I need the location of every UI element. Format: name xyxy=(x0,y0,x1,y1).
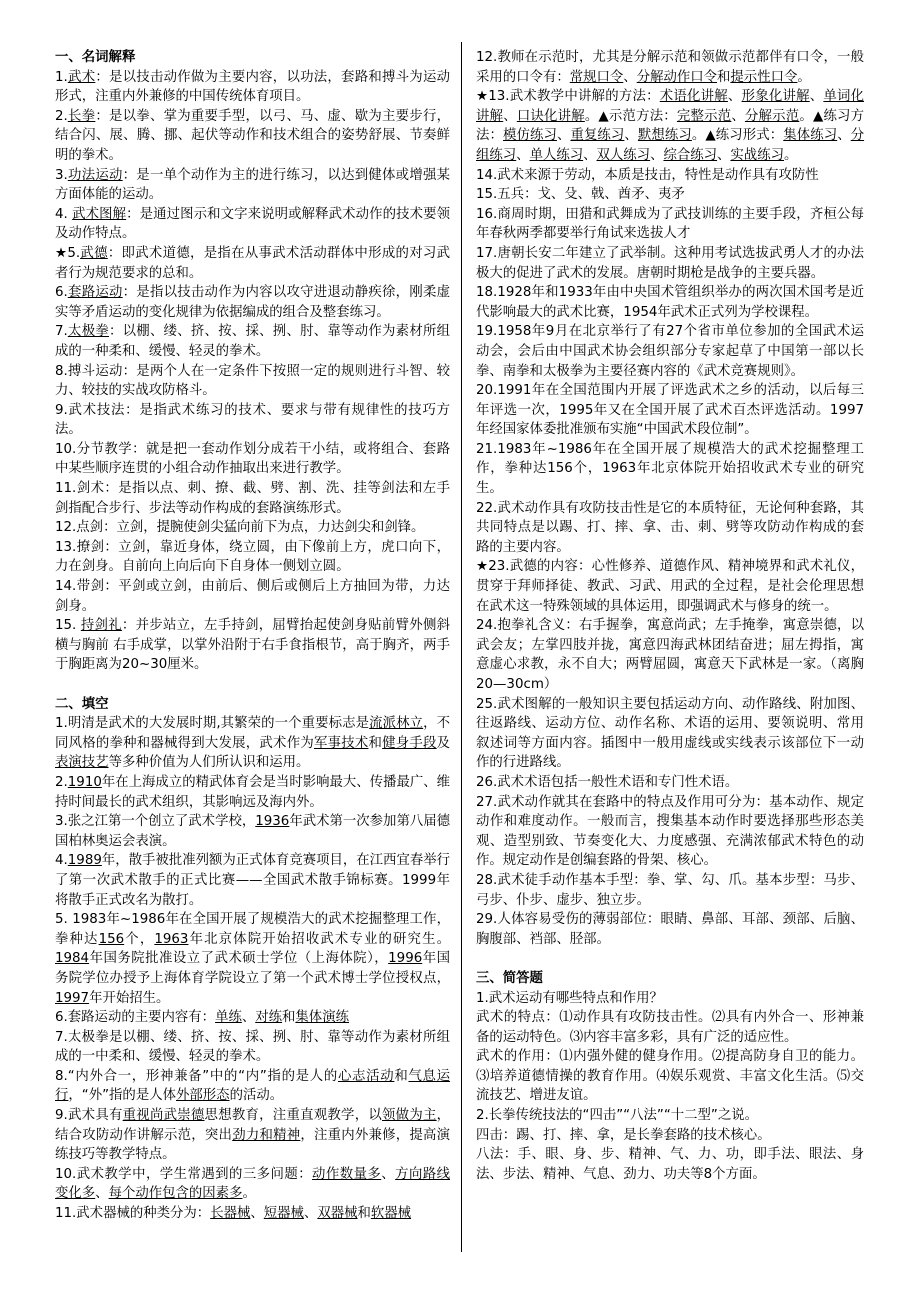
definition-text: ：并步站立，左手持剑，屈臂抬起使剑身贴前臂外侧斜横与胸前 右手成掌，以掌外沿附于右手食指根节，高于胸齐，两手于胸距离为20~30厘米。 xyxy=(55,618,451,673)
item-text: ，结合攻防动作讲解示范，突出 xyxy=(55,1108,451,1143)
definition-item xyxy=(55,518,450,538)
answer-blank: 默想练习 xyxy=(637,128,692,144)
answer-blank: 重复练习 xyxy=(570,128,625,144)
definition-item xyxy=(55,538,450,577)
answer-blank: 1989 xyxy=(67,853,102,869)
item-text: 22.武术动作具有攻防技击性是它的本质特征，无论何种套路，其共同特点是以踢、打、摔、拿、击、刺、劈等攻防动作构成的套路的主要内容。 xyxy=(476,500,864,555)
answer-blank: 综合练习 xyxy=(663,147,718,163)
item-text: 、 xyxy=(650,147,664,163)
fill-blank-item xyxy=(55,1106,450,1165)
item-text: 和 xyxy=(394,1068,409,1084)
answer-blank: 心志活动 xyxy=(337,1068,395,1084)
fill-blank-item xyxy=(476,499,864,558)
answer-blank: 形象化讲解 xyxy=(741,89,810,105)
definition-item xyxy=(55,322,450,361)
definition-item xyxy=(55,283,450,322)
short-answer-line: 武术的作用：⑴内强外健的健身作用。⑵提高防身自卫的能力。⑶培养道德情操的教育作用。⑷娱乐观赏、丰富文化生活。⑸交流技艺、增进友谊。 xyxy=(476,1049,864,1104)
fill-blank-item xyxy=(476,205,864,244)
answer-blank: 单词化讲解 xyxy=(476,89,865,124)
item-text: 。 xyxy=(242,1186,256,1202)
answer-blank: 1997 xyxy=(55,990,90,1006)
fill-blank-item xyxy=(55,910,450,1008)
answer-blank: 单练 xyxy=(215,1010,242,1026)
definition-item xyxy=(55,68,450,107)
fill-blank-item xyxy=(55,1165,450,1204)
left-column xyxy=(55,48,450,1224)
answer-blank: 劲力和精神 xyxy=(232,1127,301,1143)
definition-item xyxy=(55,166,450,205)
answer-blank: 重视尚武崇德 xyxy=(122,1108,205,1124)
fill-blank-item xyxy=(476,87,864,165)
definition-item xyxy=(55,479,450,518)
item-text: 、 xyxy=(717,147,731,163)
answer-blank: 军事技术 xyxy=(313,735,369,751)
definition-text: 13.撩剑：立剑，靠近身体，绕立圆，由下像前上方，虎口向下，力在剑身。自前向上向后向下自身体一侧划立圆。 xyxy=(55,539,450,575)
item-text: 18.1928年和1933年由中央国术管组织举办的两次国术国考是近代影响最大的武术比赛，1954年武术正式列为学校课程。 xyxy=(476,285,864,320)
item-text: 、 xyxy=(303,1206,318,1222)
answer-blank: 1984 xyxy=(55,951,90,967)
definition-item xyxy=(55,616,450,675)
definition-term: 套路运动 xyxy=(67,285,123,301)
item-text: 、 xyxy=(583,147,597,163)
item-text: 28.武术徒手动作基本手型：拳、掌、勾、爪。基本步型：马步、弓步、仆步、虚步、独立步。 xyxy=(476,872,864,908)
fill-blanks-list-continued xyxy=(476,48,864,949)
answer-blank: 每个动作包含的因素多 xyxy=(108,1186,243,1202)
answer-blank: 分解示范 xyxy=(744,108,800,124)
item-number: 2. xyxy=(55,108,68,124)
definition-text: ：是以拳、掌为重要手型，以弓、马、虚、歇为主要步行，结合闪、展、腾、挪、起伏等动作和技术组合的姿势舒展、节奏鲜明的拳术。 xyxy=(55,108,450,163)
definition-text: ：是以技击动作做为主要内容，以功法，套路和搏斗为运动形式，注重内外兼修的中国传统体育项目。 xyxy=(55,69,450,105)
item-text: 和 xyxy=(368,735,383,751)
definition-text: 14.带剑：平剑或立剑，由前后、侧后或侧后上方抽回为带，力达剑身。 xyxy=(55,579,450,614)
fill-blank-item xyxy=(55,1028,450,1067)
item-text: 、 xyxy=(250,1206,264,1222)
answer-blank: 集体练习 xyxy=(783,128,838,144)
item-text: 、 xyxy=(556,128,571,144)
answer-blank: 双器械 xyxy=(317,1206,358,1222)
definition-text: 12.点剑：立剑，提腕使剑尖猛向前下为点，力达剑尖和剑锋。 xyxy=(55,520,425,536)
answer-blank: 1936 xyxy=(255,814,290,830)
item-text: 和 xyxy=(717,69,731,85)
item-text: 11.武术器械的种类分为： xyxy=(55,1206,211,1222)
definition-item xyxy=(55,577,450,616)
item-text: 年武术第一次参加第八届德国柏林奥运会表演。 xyxy=(55,814,451,849)
answer-blank: 1996 xyxy=(388,951,423,967)
item-text: 6.套路运动的主要内容有： xyxy=(55,1010,216,1026)
fill-blanks-list xyxy=(55,714,450,1223)
item-text: 年国务院学位办授予上海体育学院设立了第一个武术博士学位授权点， xyxy=(55,951,450,986)
definition-term: 长拳 xyxy=(67,108,96,124)
fill-blank-item xyxy=(55,1067,450,1106)
fill-blank-item xyxy=(476,48,864,87)
item-text: 7.太极拳是以棚、缕、挤、按、採、挒、肘、靠等动作为素材所组成的一中柔和、缓慢、轻灵的拳术。 xyxy=(55,1029,450,1065)
item-text: 24.抱拳礼含义：右手握拳，寓意尚武；左手掩拳，寓意崇德，以武会友；左掌四肢并拢，寓意四海武林团结奋进；屈左拇指，寓意虚心求教，永不自大；两臂屈圆，寓意天下武林是一家。（离胸20—30cm） xyxy=(476,618,864,692)
item-text: 、 xyxy=(381,1166,396,1182)
item-text: 3.张之江第一个创立了武术学校， xyxy=(55,814,256,830)
item-text: 。 xyxy=(797,69,811,85)
item-text: 思想教育，注重直观教学，以 xyxy=(204,1108,383,1124)
item-number: 1. xyxy=(55,69,68,85)
short-answer-line: 1.武术运动有哪些特点和作用？ xyxy=(476,990,663,1006)
item-text: 。▲练习方法： xyxy=(476,108,865,144)
item-text: 的活动。 xyxy=(229,1088,284,1104)
item-text: 、 xyxy=(809,89,824,105)
fill-blank-item xyxy=(55,812,450,851)
definition-item xyxy=(55,401,450,440)
answer-blank: 集体演练 xyxy=(295,1010,349,1026)
answer-blank: 软器械 xyxy=(370,1206,412,1222)
item-text: 、 xyxy=(837,128,851,144)
fill-blank-item xyxy=(476,322,864,381)
definition-item xyxy=(55,440,450,479)
answer-blank: 表演技艺 xyxy=(55,755,109,771)
fill-blank-item xyxy=(476,381,864,440)
short-answer-line: 四击：踢、打、摔、拿，是长拳套路的技术核心。 xyxy=(476,1127,771,1143)
right-column xyxy=(476,48,864,1184)
item-text: ★13.武术教学中讲解的方法： xyxy=(476,89,660,105)
definition-term: 持剑礼 xyxy=(80,618,122,634)
item-number: 3. xyxy=(55,167,68,183)
answer-blank: 术语化讲解 xyxy=(659,89,728,105)
item-text: 25.武术图解的一般知识主要包括运动方向、动作路线、附加图、往返路线、运动方位、动作名称、术语的运用、要领说明、常用叙述词等方面内容。插图中一般用虚线或实线表示该部位下一动作的行进路线。 xyxy=(476,696,864,771)
fill-blank-item xyxy=(476,695,864,773)
item-text: 年国务院批准设立了武术硕士学位（上海体院）， xyxy=(89,951,389,967)
fill-blank-item xyxy=(55,714,450,773)
item-text: 17.唐朝长安二年建立了武举制。这种用考试选拔武勇人才的办法极大的促进了武术的发展。唐朝时期枪是战争的主要兵器。 xyxy=(476,245,864,281)
fill-blank-item xyxy=(476,440,864,499)
item-text: 8.“内外合一，形神兼备”中的“内”指的是人的 xyxy=(55,1068,338,1084)
item-text: 。▲示范方法： xyxy=(584,108,677,124)
fill-blank-item xyxy=(55,773,450,812)
item-text: 27.武术动作就其在套路中的特点及作用可分为：基本动作、规定动作和难度动作。一般而言，搜集基本动作时要选择那些形态美观、造型别致、节奏变化大、力度感强、充满浓郁武术特色的动作。规定动作是创编套路的骨架、核心。 xyxy=(476,794,864,869)
item-text: 19.1958年9月在北京举行了有27个省市单位参加的全国武术运动会，会后由中国武术协会组织部分专家起草了中国第一部以长拳、南拳和太极拳为主要径赛内容的《武术竞赛规则》。 xyxy=(476,324,864,379)
item-text: 、 xyxy=(731,108,745,124)
answer-blank: 提示性口令 xyxy=(730,69,798,85)
definition-text: 10.分节教学：就是把一套动作划分成若干小结，或将组合、套路中某些顺序连贯的小组合动作抽取出来进行教学。 xyxy=(55,441,450,477)
item-text: 15.五兵：戈、殳、戟、酋矛、夷矛 xyxy=(476,187,685,203)
item-text: 9.武术具有 xyxy=(55,1108,123,1124)
short-answer-line: 2.长拳传统技法的“四击”“八法”“十二型”之说。 xyxy=(476,1108,759,1124)
definition-text: ：是通过图示和文字来说明或解释武术动作的技术要领及动作特点。 xyxy=(55,206,450,242)
fill-blank-item xyxy=(55,1204,450,1224)
item-text: 21.1983年~1986年在全国开展了规模浩大的武术挖掘整理工作，拳种达156个，1963年北京体院开始招收武术专业的研究生。 xyxy=(476,441,864,497)
definition-item xyxy=(55,205,450,244)
item-text: 12.教师在示范时，尤其是分解示范和领做示范都伴有口令，一般采用的口令有： xyxy=(476,50,864,85)
item-text: 29.人体容易受伤的薄弱部位：眼睛、鼻部、耳部、颈部、后脑、胸腹部、裆部、胫部。 xyxy=(476,912,864,947)
fill-blank-item xyxy=(476,871,864,910)
answer-blank: 短器械 xyxy=(263,1206,304,1222)
fill-blank-item xyxy=(476,793,864,871)
answer-blank: 常规口令 xyxy=(569,69,624,85)
fill-blank-item xyxy=(476,910,864,949)
short-answer-line: 武术的特点：⑴动作具有攻防技击性。⑵具有内外合一、形神兼备的运动特色。⑶内容丰富多彩，具有广泛的适应性。 xyxy=(476,1010,864,1045)
item-text: 及 xyxy=(436,735,451,751)
definition-term: 功法运动 xyxy=(67,167,123,183)
short-answer-line: 八法：手、眼、身、步、精神、气、力、功，即手法、眼法、身法、步法、精神、气息、劲力、功夫等8个方面。 xyxy=(476,1147,864,1182)
answer-blank: 完整示范 xyxy=(676,108,732,124)
answer-blank: 156 xyxy=(98,931,125,947)
definition-item xyxy=(55,107,450,166)
definition-text: 8.搏斗运动：是两个人在一定条件下按照一定的规则进行斗智、较力、较技的实战攻防格斗。 xyxy=(55,363,450,399)
item-text: 2. xyxy=(55,774,68,790)
definition-item xyxy=(55,362,450,401)
definition-item xyxy=(55,244,450,283)
item-text: 5. 1983年~1986年在全国开展了规模浩大的武术挖掘整理工作，拳种达 xyxy=(55,912,450,947)
item-text: 4. xyxy=(55,853,68,869)
answer-blank: 单人练习 xyxy=(529,147,584,163)
item-text: 20.1991年在全国范围内开展了评选武术之乡的活动，以后每三年评选一次，1995年又在全国开展了武术百杰评选活动。1997年经国家体委批准颁布实施“中国武术段位制”。 xyxy=(476,383,864,438)
item-text: 26.武术术语包括一般性术语和专门性术语。 xyxy=(476,774,739,790)
item-number: 6. xyxy=(55,285,68,301)
fill-blank-item xyxy=(476,166,864,186)
answer-blank: 领做为主 xyxy=(382,1108,437,1124)
item-text: 、 xyxy=(95,1186,109,1202)
definition-text: ：是一单个动作为主的进行练习，以达到健体或增强某方面体能的运动。 xyxy=(55,167,451,203)
item-text: 等多种价值为人们所认识和运用。 xyxy=(108,755,310,771)
answer-blank: 流派林立 xyxy=(369,716,424,732)
item-text: 和 xyxy=(282,1010,296,1026)
item-text: 个， xyxy=(124,931,155,947)
item-text: 、 xyxy=(727,89,742,105)
fill-blank-item xyxy=(476,244,864,283)
column-divider xyxy=(461,42,462,1252)
item-text: 14.武术来源于劳动，本质是技击，特性是动作具有攻防性 xyxy=(476,167,819,183)
item-text: 10.武术教学中，学生常遇到的三多问题： xyxy=(55,1166,313,1182)
item-text: 1.明清是武术的大发展时期,其繁荣的一个重要标志是 xyxy=(55,716,370,732)
section-title-definitions: 一、名词解释 xyxy=(55,50,136,65)
item-text: 16.商周时期，田猎和武舞成为了武技训练的主要手段，齐桓公每年春秋两季都要举行角试来选拔人才 xyxy=(476,206,864,242)
fill-blank-item xyxy=(476,557,864,616)
item-number: ★5. xyxy=(55,245,81,261)
item-text: 、 xyxy=(516,147,530,163)
answer-blank: 方向路线变化多 xyxy=(55,1166,451,1202)
definition-term: 武术 xyxy=(67,69,96,85)
item-text: 、 xyxy=(624,128,638,144)
answer-blank: 分解动作口令 xyxy=(636,69,718,85)
item-text: 年，散手被批准列额为正式体育竞赛项目，在江西宜春举行了第一次武术散手的正式比赛——全国武术散手锦标赛。1999年将散手正式改名为散打。 xyxy=(55,853,451,908)
definition-text: ：是指以技击动作为内容以攻守进退动静疾徐，刚柔虚实等矛盾运动的变化规律为依据编成的组合及整套练习。 xyxy=(55,285,451,320)
answer-blank: 分组练习 xyxy=(476,128,865,163)
answer-blank: 动作数量多 xyxy=(312,1166,382,1182)
answer-blank: 口诀化讲解 xyxy=(516,108,585,124)
item-text: 。▲练习形式： xyxy=(691,128,784,144)
fill-blank-item xyxy=(476,283,864,322)
item-number: 15. xyxy=(55,618,81,634)
definition-term: 太极拳 xyxy=(67,324,109,340)
fill-blank-item xyxy=(476,773,864,793)
item-text: 、 xyxy=(241,1010,256,1026)
definition-text: ：即武术道德，是指在从事武术活动群体中形成的对习武者行为规范要求的总和。 xyxy=(55,245,451,281)
fill-blank-item xyxy=(476,185,864,205)
answer-blank: 长器械 xyxy=(210,1206,251,1222)
answer-blank: 1963 xyxy=(154,931,189,947)
answer-blank: 对练 xyxy=(255,1010,283,1026)
item-text: ，“外”指的是人体 xyxy=(68,1088,176,1104)
item-number: 4. xyxy=(55,206,73,222)
answer-blank: 模仿练习 xyxy=(502,128,557,144)
definition-text: ：以棚、缕、挤、按、採、挒、肘、靠等动作为素材所组成的一种柔和、缓慢、轻灵的拳术。 xyxy=(55,324,451,359)
section-title-fill-blanks: 二、填空 xyxy=(55,696,109,712)
answer-blank: 健身手段 xyxy=(382,735,437,751)
fill-blank-item xyxy=(476,616,864,694)
definitions-list xyxy=(55,68,450,675)
item-text: 、 xyxy=(503,108,517,124)
item-text: 年北京体院开始招收武术专业的研究生。 xyxy=(188,931,450,947)
item-text: 年在上海成立的精武体育会是当时影响最大、传播最广、维持时间最长的武术组织，其影响远及海内外。 xyxy=(55,774,451,810)
definition-text: 11.剑术：是指以点、刺、撩、截、劈、割、洗、挂等剑法和左手剑指配合步行、步法等动作构成的套路演练形式。 xyxy=(55,481,450,516)
fill-blank-item xyxy=(55,851,450,910)
answer-blank: 1910 xyxy=(67,774,102,790)
item-number: 7. xyxy=(55,324,68,340)
answer-blank: 双人练习 xyxy=(596,147,651,163)
item-text: ，注重内外兼修，提高演练技巧等教学特点。 xyxy=(55,1127,451,1163)
item-text: ★23.武德的内容：心性修养、道德作风、精神境界和武术礼仪，贯穿于拜师择徒、教武、习武、用武的全过程，是社会伦理思想在武术这一特殊领域的具体运用，即强调武术与修身的统一。 xyxy=(476,559,864,614)
short-answer-list xyxy=(476,989,864,1185)
answer-blank: 气息运行 xyxy=(55,1068,451,1104)
definition-term: 武德 xyxy=(80,245,108,261)
definition-text: 9.武术技法：是指武术练习的技术、要求与带有规律性的技巧方法。 xyxy=(55,402,450,438)
fill-blank-item xyxy=(55,1008,450,1028)
section-title-short-answer: 三、简答题 xyxy=(476,970,543,986)
item-text: 年开始招生。 xyxy=(89,990,170,1006)
answer-blank: 实战练习 xyxy=(730,147,784,163)
item-text: 。 xyxy=(783,147,798,163)
definition-term: 武术图解 xyxy=(72,206,127,222)
item-text: ，不同风格的拳种和器械得到大发展，武术作为 xyxy=(55,716,451,751)
item-text: 、 xyxy=(623,69,637,85)
answer-blank: 外部形态 xyxy=(176,1088,230,1104)
item-text: 和 xyxy=(357,1206,371,1222)
